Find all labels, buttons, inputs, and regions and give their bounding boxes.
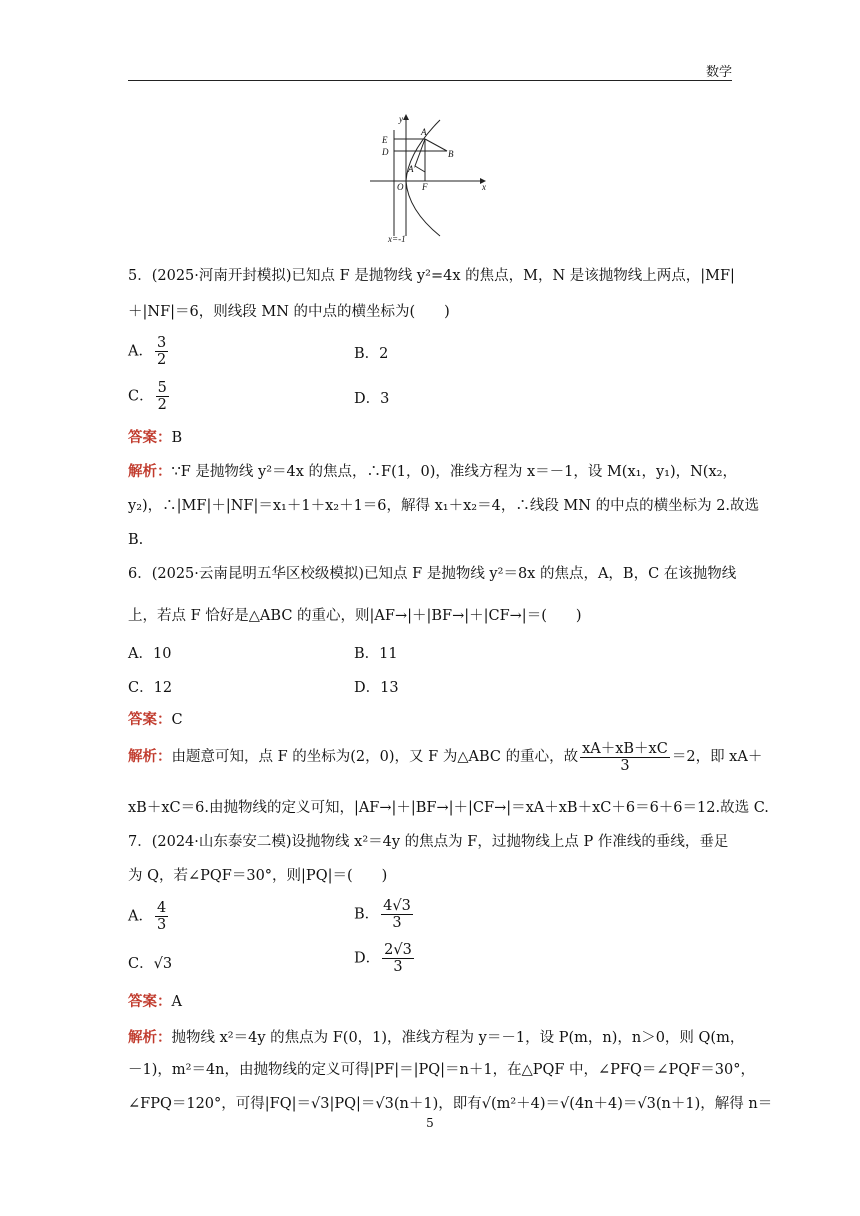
subject-label: 数学 [705,65,732,80]
q5-stem-2: ＋|NF|＝6，则线段 MN 的中点的横坐标为( ) [128,304,450,320]
q7-solution-1: 解析：抛物线 x²＝4y 的焦点为 F(0，1)，准线方程为 y＝－1，设 P(m，n)，n＞0，则 Q(m， [128,1029,745,1046]
page-header [128,60,732,81]
q6-option-c: C．12 [128,680,173,696]
q5-solution-3: B. [128,532,144,548]
q5-option-c: C． $\frac{5}{2}$ [128,380,167,413]
q6-solution-1: 解析：由题意可知，点 F 的坐标为(2，0)，又 F 为△ABC 的重心，故 $\frac{xA+xB+xC}{3}$ ＝2，即 xA＋ [128,740,763,774]
q5-option-d: D．3 [354,391,390,407]
q5-solution-2: y₂)，∴|MF|＋|NF|＝x₁＋1＋x₂＋1＝6，解得 x₁＋x₂＝4，∴线段 MN 的中点的横坐标为 2.故选 [128,498,760,514]
q5-option-b: B．2 [354,346,389,362]
label-F: F [422,182,428,192]
label-A: A [421,127,427,137]
q7-option-c: C．√3 [128,956,173,972]
label-A-prime: A' [408,164,416,174]
q6-option-d: D．13 [354,680,399,696]
q7-answer: 答案：A [128,993,182,1010]
q7-solution-3: ∠FPQ＝120°，可得|FQ|＝√3|PQ|＝√3(n＋1)，即有√(m²＋4)＝√(4n＋4)＝√3(n＋1)，解得 n＝ [128,1096,773,1112]
page-number: 5 [426,1116,434,1130]
label-B: B [448,149,454,159]
q7-option-b: B． $\frac{4√3}{3}$ [354,898,411,931]
label-O: O [397,182,404,192]
q6-answer: 答案：C [128,711,183,728]
label-E: E [382,135,388,145]
label-y: y [399,114,403,124]
parabola-figure [370,112,490,242]
q6-solution-2: xB＋xC＝6.由抛物线的定义可知，|AF→|＋|BF→|＋|CF→|＝xA＋xB＋xC＋6＝6＋6＝12.故选 C. [128,800,769,816]
q6-option-b: B．11 [354,646,398,662]
q6-stem-2: 上，若点 F 恰好是△ABC 的重心，则|AF→|＋|BF→|＋|CF→|＝( ) [128,608,582,624]
label-D: D [382,147,389,157]
q7-stem-2: 为 Q，若∠PQF＝30°，则|PQ|＝( ) [128,868,388,884]
q6-stem-1: 6．(2025·云南昆明五华区校级模拟)已知点 F 是抛物线 y²＝8x 的焦点，A，B，C 在该抛物线 [128,566,737,582]
q5-answer: 答案：B [128,429,183,446]
q5-option-a: A． $\frac{3}{2}$ [128,335,167,368]
q7-solution-2: －1)，m²＝4n，由抛物线的定义可得|PF|＝|PQ|＝n＋1，在△PQF 中，∠PFQ＝∠PQF＝30°， [128,1062,755,1078]
q7-option-d: D． $\frac{2√3}{3}$ [354,942,412,975]
q6-option-a: A．10 [128,646,172,662]
q5-solution-1: 解析：∵F 是抛物线 y²＝4x 的焦点，∴F(1，0)，准线方程为 x＝－1，设 M(x₁，y₁)，N(x₂， [128,463,737,480]
q7-stem-1: 7．(2024·山东泰安二模)设抛物线 x²＝4y 的焦点为 F，过抛物线上点 P 作准线的垂线，垂足 [128,834,729,850]
q5-stem-1: 5．(2025·河南开封模拟)已知点 F 是抛物线 y²=4x 的焦点，M，N 是该抛物线上两点，|MF| [128,268,735,284]
q7-option-a: A． $\frac{4}{3}$ [128,900,167,933]
label-x: x [482,182,486,192]
label-directrix: x=-1 [388,234,406,242]
